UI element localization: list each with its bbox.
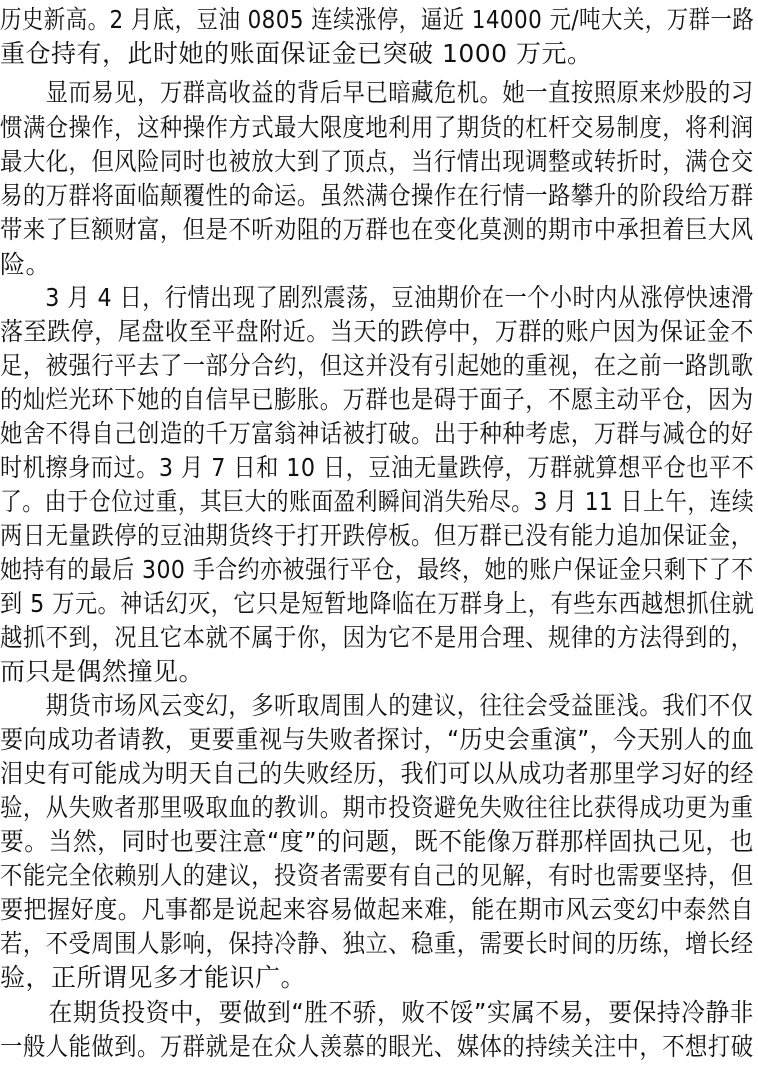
text-line-19: 越抓不到，况且它本就不属于你，因为它不是用合理、规律的方法得到的，: [0, 623, 754, 652]
text-line-22: 要向成功者请教，更要重视与失败者探讨，“历史会重演”，今天别人的血: [0, 725, 755, 754]
text-line-21: 期货市场风云变幻，多听取周围人的建议，往往会受益匪浅。我们不仅: [0, 691, 754, 720]
text-line-12: 的灿烂光环下她的自信早已膨胀。万群也是碍于面子，不愿主动平仓，因为: [0, 385, 754, 414]
text-line-10: 落至跌停，尾盘收至平盘附近。当天的跌停中，万群的账户因为保证金不: [0, 317, 754, 346]
text-line-24: 验，从失败者那里吸取血的教训。期市投资避免失败往往比获得成功更为重: [0, 793, 754, 822]
text-line-25: 要。当然，同时也要注意“度”的问题，既不能像万群那样固执己见，也: [0, 827, 754, 856]
text-line-31: 一般人能做到。万群就是在众人羡慕的眼光、媒体的持续关注中，不想打破: [0, 1032, 754, 1061]
text-line-23: 泪史有可能成为明天自己的失败经历，我们可以从成功者那里学习好的经: [0, 759, 754, 788]
text-line-4: 惯满仓操作，这种操作方式最大限度地利用了期货的杠杆交易制度，将利润: [0, 113, 754, 142]
text-line-13: 她舍不得自己创造的千万富翁神话被打破。出于种种考虑，万群与减仓的好: [0, 419, 754, 448]
text-line-30: 在期货投资中，要做到“胜不骄，败不馁”实属不易，要保持冷静非: [0, 998, 754, 1027]
text-line-15: 了。由于仓位过重，其巨大的账面盈利瞬间消失殆尽。3 月 11 日上午，连续: [0, 487, 755, 516]
text-line-6: 易的万群将面临颠覆性的命运。虽然满仓操作在行情一路攀升的阶段给万群: [0, 181, 754, 210]
text-line-29: 验，正所谓见多才能识广。: [0, 963, 307, 992]
text-line-9: 3 月 4 日，行情出现了剧烈震荡，豆油期价在一个小时内从涨停快速滑: [0, 283, 754, 312]
text-line-28: 若，不受周围人影响，保持冷静、独立、稳重，需要长时间的历练，增长经: [0, 929, 754, 958]
text-line-2: 重仓持有，此时她的账面保证金已突破 1000 万元。: [0, 39, 593, 68]
text-line-27: 要把握好度。凡事都是说起来容易做起来难，能在期市风云变幻中泰然自: [0, 895, 754, 924]
text-line-8: 险。: [0, 250, 52, 279]
text-line-18: 到 5 万元。神话幻灭，它只是短暂地降临在万群身上，有些东西越想抓住就: [0, 589, 755, 618]
text-line-14: 时机擦身而过。3 月 7 日和 10 日，豆油无量跌停，万群就算想平仓也平不: [0, 453, 755, 482]
text-line-3: 显而易见，万群高收益的背后早已暗藏危机。她一直按照原来炒股的习: [0, 78, 754, 107]
text-line-5: 最大化，但风险同时也被放大到了顶点，当行情出现调整或转折时，满仓交: [0, 147, 754, 176]
text-line-7: 带来了巨额财富，但是不听劝阻的万群也在变化莫测的期市中承担着巨大风: [0, 215, 754, 244]
text-line-11: 足，被强行平去了一部分合约，但这并没有引起她的重视，在之前一路凯歌: [0, 351, 754, 380]
text-line-26: 不能完全依赖别人的建议，投资者需要有自己的见解，有时也需要坚持，但: [0, 861, 754, 890]
text-line-20: 而只是偶然撞见。: [0, 657, 205, 686]
text-line-16: 两日无量跌停的豆油期货终于打开跌停板。但万群已没有能力追加保证金，: [0, 521, 754, 550]
text-line-1: 历史新高。2 月底，豆油 0805 连续涨停，逼近 14000 元/吨大关，万群一路: [0, 5, 755, 34]
text-line-17: 她持有的最后 300 手合约亦被强行平仓，最终，她的账户保证金只剩下了不: [0, 555, 754, 584]
